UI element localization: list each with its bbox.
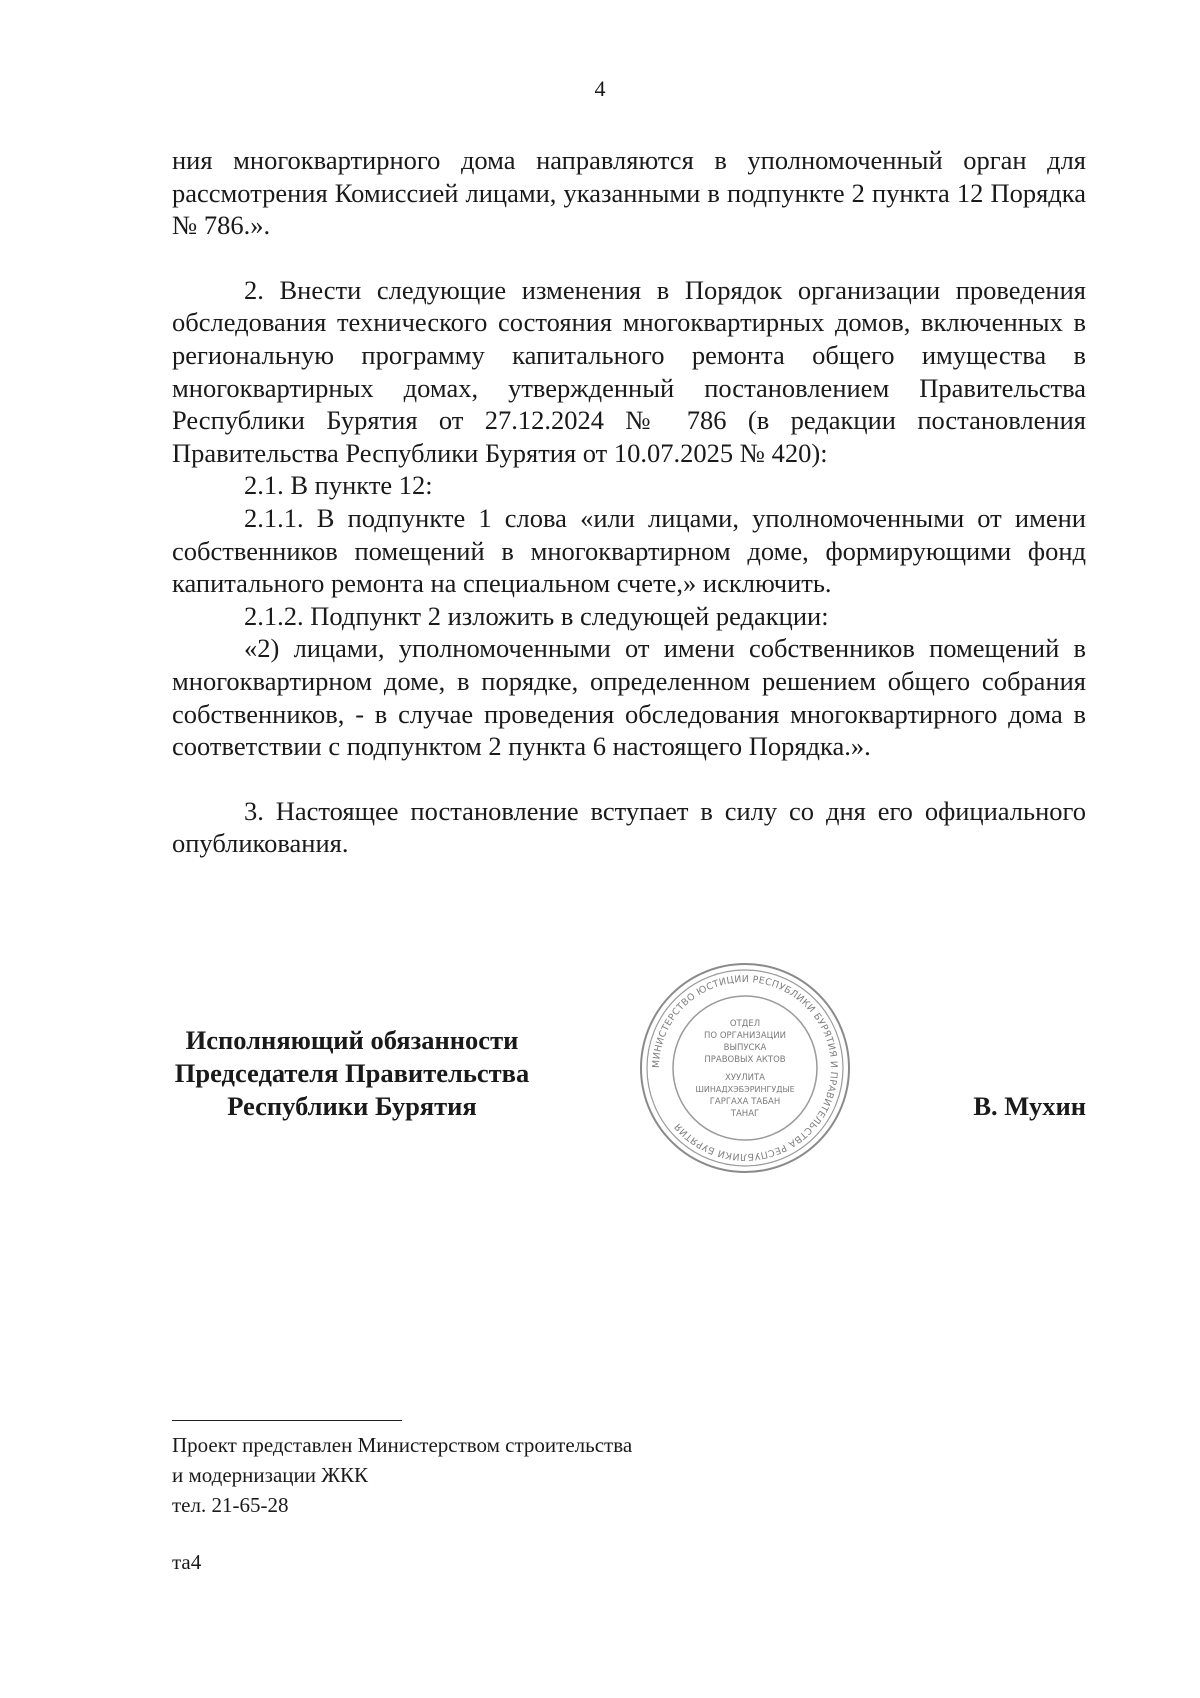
footnote-line: и модернизации ЖКК <box>172 1463 369 1487</box>
document-body <box>172 144 1086 860</box>
document-code: та4 <box>172 1550 202 1574</box>
svg-text:МИНИСТЕРСТВО ЮСТИЦИИ РЕСПУБЛИК <box>651 974 839 1162</box>
seal-center-text: ВЫПУСКА <box>723 1043 767 1053</box>
seal-center-text: ТАНАГ <box>730 1109 760 1119</box>
paragraph-continuation: ния многоквартирного дома направляются в уполномоченный орган для рассмотрения Комиссией лицами, указанными в подпункте 2 пункта 12 Порядка № 786.». <box>172 145 1086 241</box>
footnote-line: тел. 21-65-28 <box>172 1493 289 1517</box>
seal-center-text: ПО ОРГАНИЗАЦИИ <box>704 1031 786 1041</box>
page-number: 4 <box>594 76 606 101</box>
signatory-title-line: Республики Бурятия <box>227 1091 477 1121</box>
seal-center-text: ХУУЛИТА <box>725 1073 765 1083</box>
footnote <box>172 1430 632 1520</box>
seal-center-text: ОТДЕЛ <box>729 1019 761 1029</box>
signatory-title-line: Исполняющий обязанности <box>185 1025 519 1055</box>
paragraph-item-2: 2. Внести следующие изменения в Порядок организации проведения обследования технического состояния многоквартирных домов, включенных в региональную программу капитального ремонта общего имущества в многоквартирных домах, утвержденный постановлением Правительства Республики Бурятия от 27.12.2024 № 786 (в редакции постановления Правительства Республики Бурятия от 10.07.2025 № 420): <box>172 274 1086 468</box>
paragraph-item-2-1-1: 2.1.1. В подпункте 1 слова «или лицами, уполномоченными от имени собственников помещений в многоквартирном доме, формирующими фонд капитального ремонта на специальном счете,» исключить. <box>172 502 1086 599</box>
signatory-title <box>152 1024 552 1123</box>
paragraph-item-3: 3. Настоящее постановление вступает в силу со дня его официального опубликования. <box>172 795 1086 859</box>
signatory-title-line: Председателя Правительства <box>174 1058 530 1088</box>
seal-center-text: ПРАВОВЫХ АКТОВ <box>704 1055 786 1065</box>
official-seal <box>637 960 853 1176</box>
paragraph-quoted-subitem: «2) лицами, уполномоченными от имени собственников помещений в многоквартирном доме, в порядке, определенном решением общего собрания собственников, - в случае проведения обследования многоквартирного дома в соответствии с подпунктом 2 пункта 6 настоящего Порядка.». <box>172 633 1086 762</box>
signatory-name: В. Мухин <box>973 1091 1086 1121</box>
seal-center-text: ШИНАДХЭБЭРИНГУДЫЕ <box>695 1085 795 1094</box>
seal-ring-text: МИНИСТЕРСТВО ЮСТИЦИИ РЕСПУБЛИКИ БУРЯТИЯ И ПРАВИТЕЛЬСТВА РЕСПУБЛИКИ БУРЯТИЯ <box>650 973 840 1163</box>
paragraph-item-2-1-2: 2.1.2. Подпункт 2 изложить в следующей редакции: <box>244 600 829 631</box>
footnote-divider <box>172 1420 402 1421</box>
seal-center-text: ГАРГАХА ТАБАН <box>709 1097 781 1107</box>
paragraph-item-2-1: 2.1. В пункте 12: <box>244 470 433 501</box>
footnote-line: Проект представлен Министерством строительства <box>172 1433 633 1457</box>
